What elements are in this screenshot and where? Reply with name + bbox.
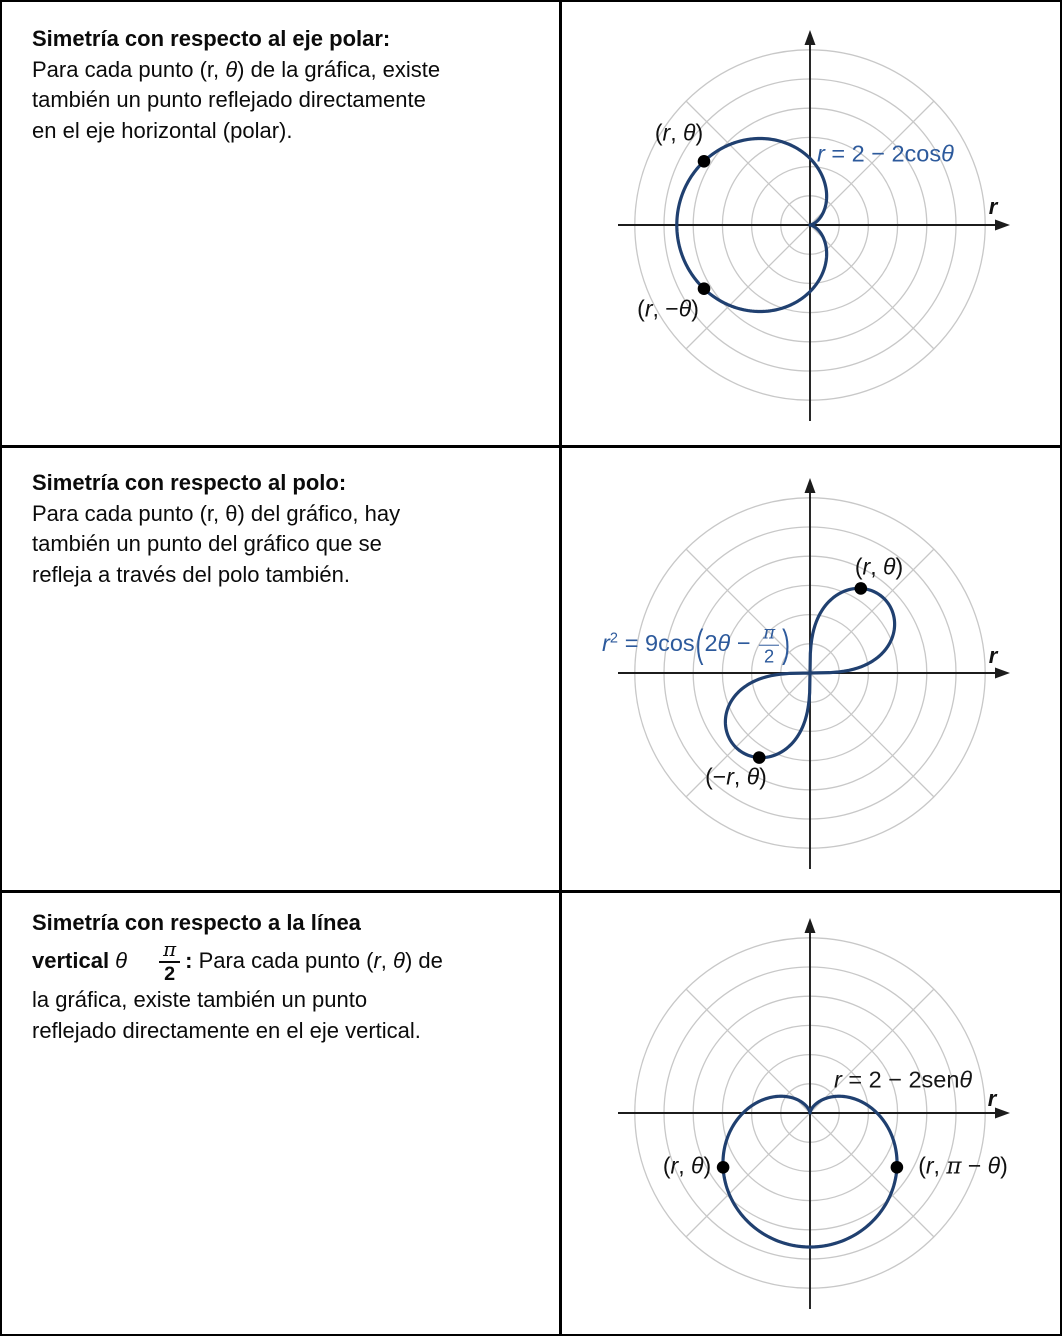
text-segment: ( — [918, 1152, 926, 1179]
text-segment: r — [925, 1152, 934, 1179]
polar-plot-cardioid-cos — [564, 4, 1060, 445]
text-segment: θ — [690, 1152, 704, 1179]
text-segment: 2 — [704, 630, 718, 657]
y-axis-arrow — [805, 30, 816, 45]
row1-description — [32, 24, 546, 146]
y-axis-arrow — [805, 918, 816, 933]
y-axis-arrow — [805, 478, 816, 493]
text-segment: = 9cos — [618, 630, 695, 657]
text-segment: , — [870, 553, 883, 580]
row1-plot-cell — [564, 4, 1062, 445]
text-segment: también un punto reflejado directamente — [32, 87, 426, 112]
text-segment: ( — [695, 623, 704, 666]
text-segment: $\frac{\pi}{2}$ — [159, 939, 180, 986]
text-segment: Para cada punto (r, θ) del gráfico, hay — [32, 500, 401, 526]
text-segment: θ — [882, 553, 896, 580]
text-segment: ) — [691, 295, 699, 322]
text-segment: θ — [717, 630, 731, 657]
text-segment: − — [730, 630, 758, 657]
text-segment: θ — [959, 1066, 973, 1093]
text-segment: ) de la gráfica, existe — [237, 56, 441, 82]
text-segment: en el eje horizontal (polar). — [32, 117, 293, 143]
text-segment: ( — [662, 1152, 671, 1179]
text-segment: reflejado directamente en el eje vertical. — [32, 1017, 421, 1043]
curve-point-dot — [891, 1161, 904, 1174]
text-segment: Simetría con respecto al polo: — [32, 470, 347, 495]
text-segment: ) de — [404, 947, 443, 973]
polar-plot-cardioid-sin — [564, 894, 1060, 1336]
text-segment: = 2 − 2sen — [841, 1066, 960, 1093]
text-segment: 2 — [609, 630, 619, 647]
x-axis-arrow — [995, 1108, 1010, 1119]
column-divider — [559, 2, 562, 1334]
row3-description — [32, 908, 546, 1046]
text-segment: r — [670, 1152, 679, 1179]
row-divider-2 — [2, 890, 1060, 893]
x-axis-arrow — [995, 668, 1010, 679]
text-segment: refleja a través del polo también. — [32, 561, 350, 587]
text-segment: la gráfica, existe también un punto — [32, 987, 368, 1013]
text-segment: ) — [703, 1152, 712, 1179]
text-segment: , − — [652, 295, 679, 322]
text-segment: π — [946, 1153, 962, 1180]
text-segment: θ — [941, 140, 954, 167]
curve-point-dot — [717, 1161, 730, 1174]
text-segment: , — [380, 947, 394, 973]
text-segment: también un punto del gráfico que se — [32, 531, 382, 556]
text-segment: ) — [695, 119, 704, 146]
curve-point-dot — [753, 751, 766, 764]
text-segment: θ — [746, 763, 760, 790]
text-segment: ) — [1000, 1152, 1008, 1179]
text-segment: − — [961, 1152, 988, 1179]
curve-point-dot — [855, 582, 868, 595]
row2-description — [32, 468, 546, 590]
text-segment: r — [988, 643, 998, 668]
text-segment: θ — [225, 56, 238, 82]
row3-plot-cell — [564, 894, 1062, 1336]
x-axis-arrow — [995, 220, 1010, 231]
text-segment: r — [862, 553, 871, 580]
text-segment: r — [602, 630, 610, 657]
text-segment: = 2 − 2cos — [824, 140, 942, 167]
polar-plot-lemniscate — [564, 449, 1060, 890]
text-segment: Para cada punto ( — [192, 947, 374, 973]
text-segment: ) — [782, 623, 790, 666]
text-segment: , — [933, 1152, 947, 1179]
text-segment: r — [988, 194, 998, 219]
text-segment: r — [987, 1086, 997, 1111]
text-segment: ( — [637, 295, 645, 322]
row3-text-cell — [32, 908, 546, 1046]
text-segment: $\frac{\pi}{2}$ — [759, 624, 779, 667]
text-segment: : — [185, 947, 193, 973]
row-divider-1 — [2, 445, 1060, 448]
text-segment: θ — [682, 119, 696, 146]
text-segment: r — [834, 1066, 842, 1093]
row1-text-cell — [32, 24, 546, 146]
text-segment: r — [662, 119, 671, 146]
text-segment: Simetría con respecto a la línea — [32, 910, 361, 935]
text-segment: θ — [987, 1152, 1001, 1179]
text-segment: θ — [115, 947, 128, 973]
text-segment: ) — [759, 763, 767, 790]
text-segment: , — [678, 1152, 691, 1179]
text-segment: r — [373, 947, 381, 973]
curve-point-dot — [698, 282, 711, 295]
text-segment: θ — [678, 295, 692, 322]
row2-plot-cell — [564, 449, 1062, 890]
text-segment: Para cada punto (r, — [32, 56, 226, 82]
text-segment: r — [726, 763, 734, 790]
text-segment: Simetría con respecto al eje polar: — [32, 26, 391, 51]
row2-text-cell — [32, 468, 546, 590]
text-segment: θ — [393, 947, 405, 973]
text-segment: (− — [705, 763, 727, 790]
text-segment: , — [670, 119, 683, 146]
text-segment: ( — [654, 119, 663, 146]
text-segment: r — [817, 140, 825, 167]
curve-point-dot — [698, 155, 711, 168]
text-segment: ( — [854, 553, 863, 580]
text-segment: r — [644, 295, 653, 322]
text-segment: ) — [895, 553, 904, 580]
text-segment: , — [733, 763, 747, 790]
text-segment: vertical — [32, 947, 116, 973]
